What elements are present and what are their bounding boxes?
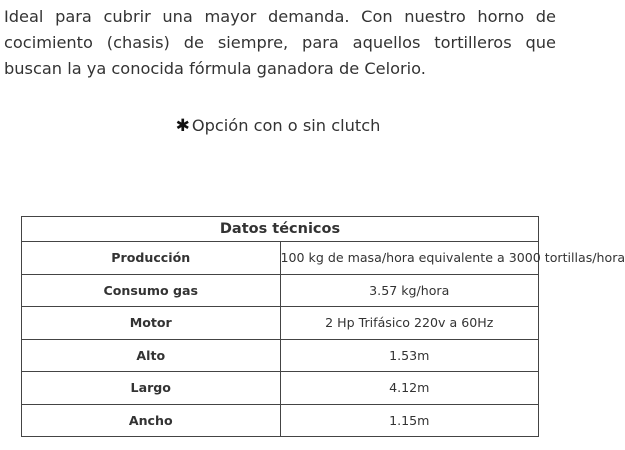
row-label-ancho: Ancho	[22, 404, 281, 437]
table-row	[22, 307, 539, 340]
row-label-alto: Alto	[22, 339, 281, 372]
row-label-largo: Largo	[22, 372, 281, 405]
table-row	[22, 404, 539, 437]
row-label-produccion: Producción	[22, 242, 281, 275]
row-value-motor: 2 Hp Trifásico 220v a 60Hz	[280, 307, 539, 340]
row-value-largo: 4.12m	[280, 372, 539, 405]
asterisk-icon: ✱	[175, 116, 190, 136]
table-title: Datos técnicos	[22, 217, 539, 242]
table-row	[22, 242, 539, 275]
technical-data-table	[21, 216, 625, 437]
row-value-ancho: 1.15m	[280, 404, 539, 437]
row-label-consumo-gas: Consumo gas	[22, 274, 281, 307]
row-value-consumo-gas: 3.57 kg/hora	[280, 274, 539, 307]
row-label-motor: Motor	[22, 307, 281, 340]
table-row	[22, 372, 539, 405]
table-row	[22, 274, 539, 307]
option-note	[0, 113, 556, 139]
row-value-produccion: 100 kg de masa/hora equivalente a 3000 tortillas/hora	[280, 242, 539, 275]
row-value-alto: 1.53m	[280, 339, 539, 372]
table-row	[22, 339, 539, 372]
intro-paragraph: Ideal para cubrir una mayor demanda. Con nuestro horno de cocimiento (chasis) de siempre, para aquellos tortilleros que buscan la ya conocida fórmula ganadora de Celorio.	[4, 7, 556, 78]
table-caption-row	[22, 217, 539, 242]
option-note-text: Opción con o sin clutch	[191, 116, 381, 135]
